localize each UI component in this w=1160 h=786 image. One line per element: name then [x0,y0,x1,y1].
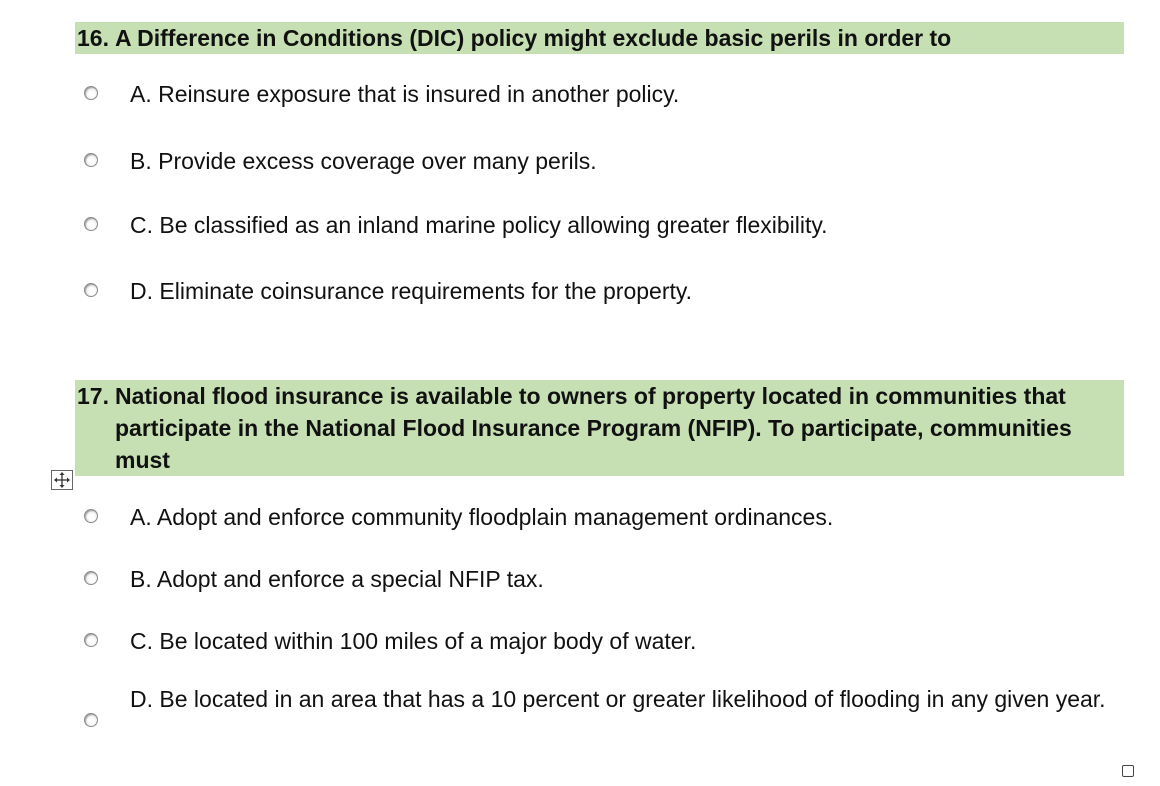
question-16-option-a[interactable] [84,74,1124,114]
question-text: A Difference in Conditions (DIC) policy might exclude basic perils in order to [115,25,952,51]
radio-button[interactable] [84,153,98,167]
table-move-handle-icon[interactable] [51,470,73,490]
option-label: B. Adopt and enforce a special NFIP tax. [130,566,544,592]
question-16-header [75,22,1124,54]
option-label: C. Be located within 100 miles of a major body of water. [130,628,697,654]
question-16-option-b[interactable] [84,141,1124,181]
option-label: D. Be located in an area that has a 10 percent or greater likelihood of flooding in any given year. [130,686,1106,712]
question-17-option-c[interactable] [84,621,1124,661]
question-16-option-d[interactable] [84,271,1124,311]
option-label: A. Reinsure exposure that is insured in another policy. [130,81,680,107]
radio-button[interactable] [84,86,98,100]
question-number: 17. [77,383,109,409]
option-label: A. Adopt and enforce community floodplain management ordinances. [130,504,834,530]
radio-button[interactable] [84,713,98,727]
option-label: D. Eliminate coinsurance requirements for the property. [130,278,693,304]
radio-button[interactable] [84,283,98,297]
radio-button[interactable] [84,571,98,585]
question-16-option-c[interactable] [84,205,1124,245]
radio-button[interactable] [84,509,98,523]
question-17-option-b[interactable] [84,559,1124,599]
option-label: B. Provide excess coverage over many perils. [130,148,597,174]
option-label: C. Be classified as an inland marine policy allowing greater flexibility. [130,212,828,238]
question-17-header [75,380,1124,476]
question-text: National flood insurance is available to owners of property located in communities that participate in the National Flood Insurance Program (NFIP). To participate, communities must [115,383,1072,473]
table-resize-handle-icon[interactable] [1122,765,1134,777]
question-number: 16. [77,25,109,51]
question-17-option-d[interactable] [84,683,1124,747]
question-17-option-a[interactable] [84,497,1124,537]
radio-button[interactable] [84,633,98,647]
radio-button[interactable] [84,217,98,231]
